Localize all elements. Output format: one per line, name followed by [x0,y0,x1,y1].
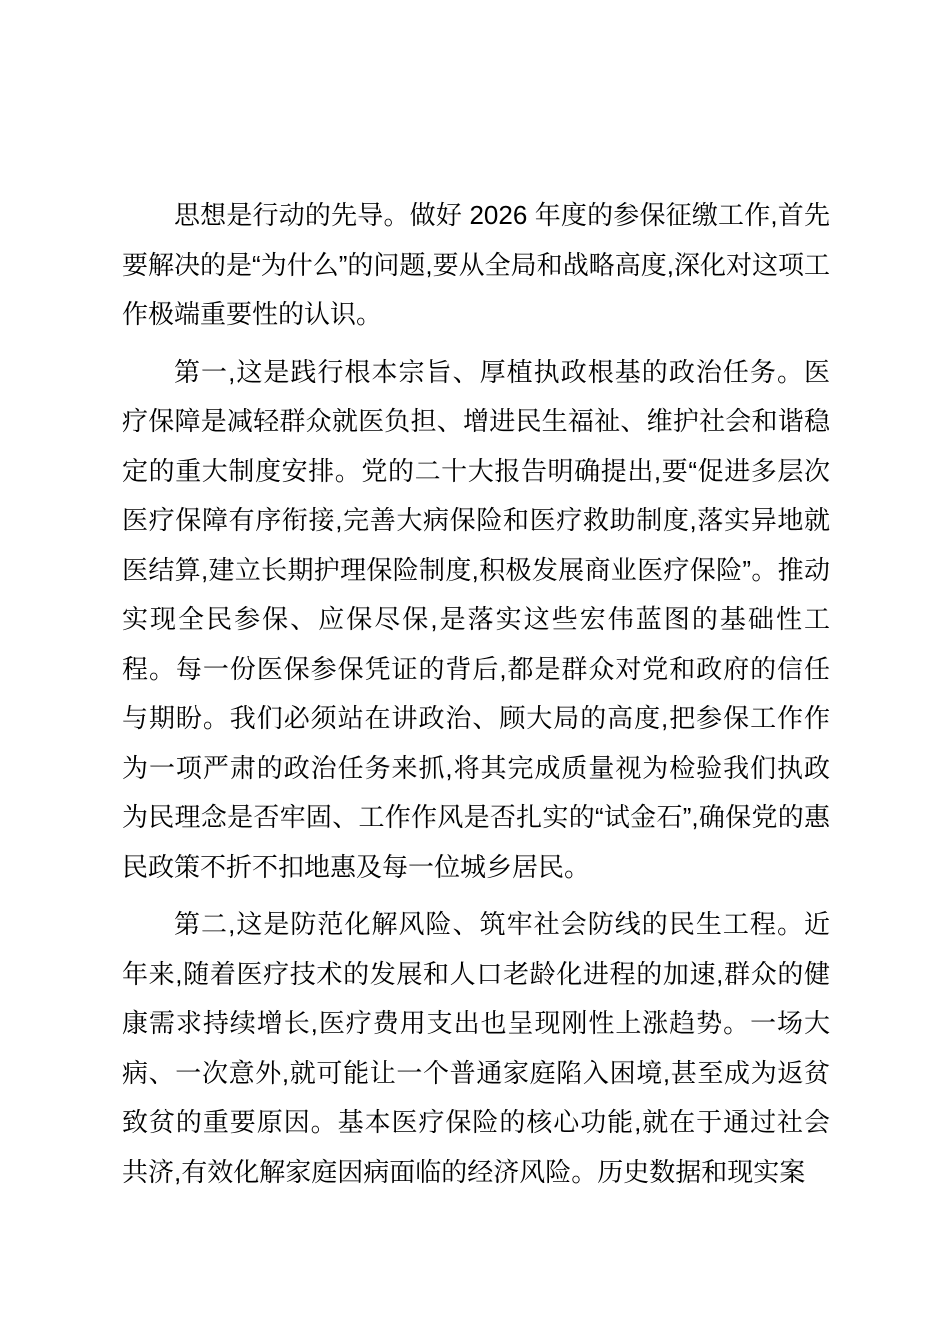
paragraph: 第一,这是践行根本宗旨、厚植执政根基的政治任务。医疗保障是减轻群众就医负担、增进民生福祉、维护社会和谐稳定的重大制度安排。党的二十大报告明确提出,要“促进多层次医疗保障有序衔接,完善大病保险和医疗救助制度,落实异地就医结算,建立长期护理保险制度,积极发展商业医疗保险”。推动实现全民参保、应保尽保,是落实这些宏伟蓝图的基础性工程。每一份医保参保凭证的背后,都是群众对党和政府的信任与期盼。我们必须站在讲政治、顾大局的高度,把参保工作作为一项严肃的政治任务来抓,将其完成质量视为检验我们执政为民理念是否牢固、工作作风是否扎实的“试金石”,确保党的惠民政策不折不扣地惠及每一位城乡居民。 [122,356,830,882]
document-body [122,191,830,1205]
paragraph: 思想是行动的先导。做好 2026 年度的参保征缴工作,首先要解决的是“为什么”的问题,要从全局和战略高度,深化对这项工作极端重要性的认识。 [122,200,830,329]
paragraph: 第二,这是防范化解风险、筑牢社会防线的民生工程。近年来,随着医疗技术的发展和人口老龄化进程的加速,群众的健康需求持续增长,医疗费用支出也呈现刚性上涨趋势。一场大病、一次意外,就可能让一个普通家庭陷入困境,甚至成为返贫致贫的重要原因。基本医疗保险的核心功能,就在于通过社会共济,有效化解家庭因病面临的经济风险。历史数据和现实案 [122,909,830,1187]
